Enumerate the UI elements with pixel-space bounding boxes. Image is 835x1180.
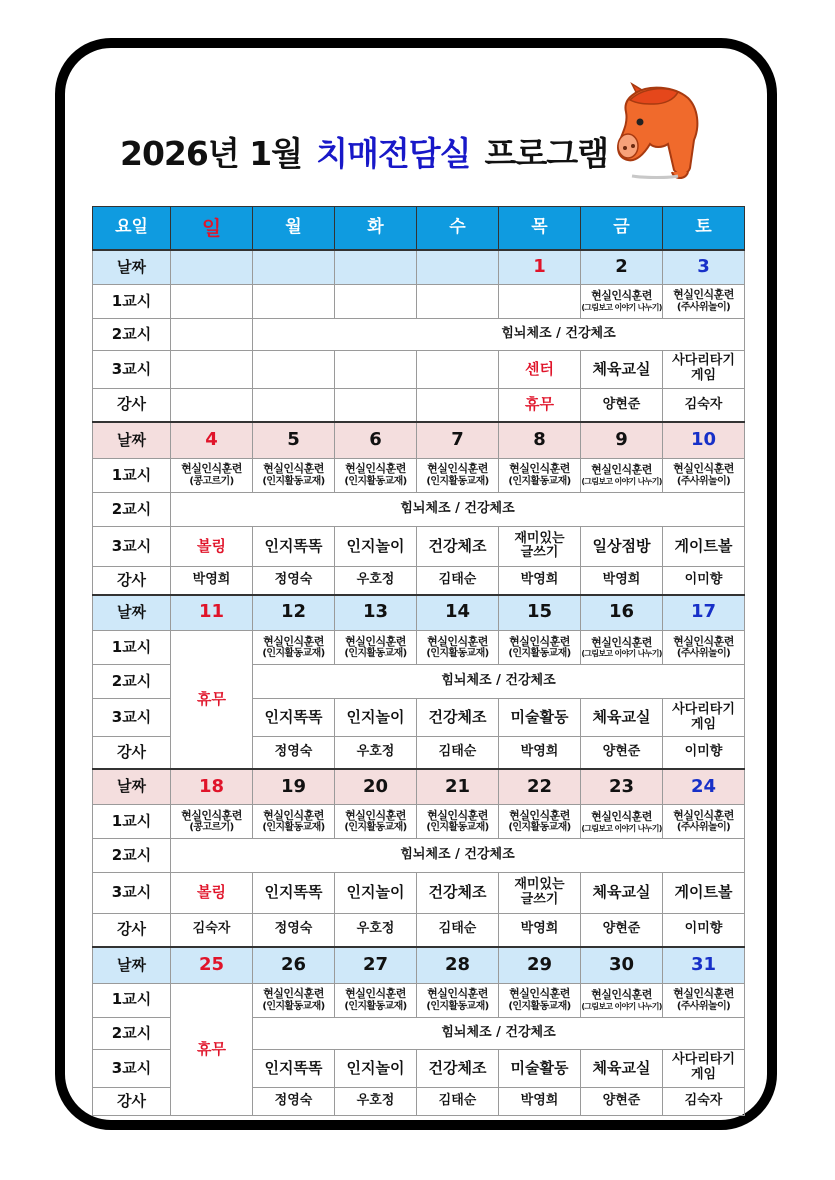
teacher-row bbox=[93, 388, 745, 422]
program-text: 재미있는 bbox=[514, 877, 565, 893]
row-label-p1: 1교시 bbox=[93, 631, 171, 665]
period1-row bbox=[93, 458, 745, 492]
date-cell: 20 bbox=[335, 769, 417, 805]
program-subtext: (주사위놀이) bbox=[676, 475, 731, 487]
program-cell bbox=[663, 350, 745, 388]
program-text: 현실인식훈련 bbox=[181, 808, 242, 822]
program-cell: 인지똑똑 bbox=[253, 699, 335, 737]
period1-row bbox=[93, 983, 745, 1017]
program-subtext: (인지활동교재) bbox=[344, 475, 407, 487]
program-cell bbox=[499, 458, 581, 492]
date-cell: 22 bbox=[499, 769, 581, 805]
teacher-row bbox=[93, 913, 745, 947]
date-cell: 14 bbox=[417, 595, 499, 631]
program-subtext: (그림보고 이야기 나누기) bbox=[581, 823, 662, 833]
program-cell: 건강체조 bbox=[417, 1049, 499, 1087]
program-subtext: (인지활동교재) bbox=[344, 822, 407, 834]
date-cell: 19 bbox=[253, 769, 335, 805]
program-cell: 인지똑똑 bbox=[253, 1049, 335, 1087]
period1-row bbox=[93, 631, 745, 665]
program-cell bbox=[335, 350, 417, 388]
row-label-p2: 2교시 bbox=[93, 1017, 171, 1049]
program-text: 사다리타기 bbox=[672, 353, 735, 369]
date-cell: 17 bbox=[663, 595, 745, 631]
teacher-cell: 정영숙 bbox=[253, 567, 335, 595]
horse-mascot-icon bbox=[604, 82, 708, 182]
program-text: 현실인식훈련 bbox=[509, 462, 570, 476]
period2-row bbox=[93, 318, 745, 350]
program-text: 현실인식훈련 bbox=[263, 634, 324, 648]
date-cell bbox=[335, 250, 417, 284]
exercise-cell: 힘뇌체조 / 건강체조 bbox=[253, 665, 745, 699]
row-label-teacher: 강사 bbox=[93, 1087, 171, 1115]
program-cell bbox=[171, 284, 253, 318]
program-subtext: (인지활동교재) bbox=[262, 475, 325, 487]
exercise-cell: 힘뇌체조 / 건강체조 bbox=[253, 1017, 745, 1049]
teacher-cell: 이미향 bbox=[663, 737, 745, 769]
date-cell: 6 bbox=[335, 422, 417, 458]
date-cell bbox=[253, 250, 335, 284]
program-cell bbox=[335, 631, 417, 665]
program-cell bbox=[581, 284, 663, 318]
teacher-cell: 이미향 bbox=[663, 567, 745, 595]
row-label-date: 날짜 bbox=[93, 769, 171, 805]
program-text: 현실인식훈련 bbox=[673, 634, 734, 648]
teacher-cell: 김숙자 bbox=[663, 388, 745, 422]
row-label-p2: 2교시 bbox=[93, 665, 171, 699]
program-cell bbox=[499, 526, 581, 566]
program-cell: 건강체조 bbox=[417, 699, 499, 737]
program-calendar-table bbox=[92, 206, 745, 1116]
date-cell: 24 bbox=[663, 769, 745, 805]
period1-row bbox=[93, 805, 745, 839]
period2-row bbox=[93, 492, 745, 526]
program-text: 글쓰기 bbox=[520, 891, 559, 907]
program-subtext: (인지활동교재) bbox=[344, 648, 407, 660]
program-subtext: (인지활동교재) bbox=[508, 822, 571, 834]
weekday-sun: 일 bbox=[171, 207, 253, 251]
program-cell bbox=[335, 805, 417, 839]
weekday-thu: 목 bbox=[499, 207, 581, 251]
program-text: 현실인식훈련 bbox=[591, 289, 652, 303]
program-text: 현실인식훈련 bbox=[591, 635, 652, 649]
weekday-wed: 수 bbox=[417, 207, 499, 251]
program-cell: 건강체조 bbox=[417, 526, 499, 566]
program-text: 현실인식훈련 bbox=[427, 987, 488, 1001]
program-text: 현실인식훈련 bbox=[181, 462, 242, 476]
program-text: 게임 bbox=[690, 1067, 717, 1083]
teacher-cell: 양현준 bbox=[581, 913, 663, 947]
teacher-cell: 김태순 bbox=[417, 1087, 499, 1115]
program-cell: 인지놀이 bbox=[335, 699, 417, 737]
date-cell: 21 bbox=[417, 769, 499, 805]
date-cell: 29 bbox=[499, 947, 581, 983]
exercise-cell: 힘뇌체조 / 건강체조 bbox=[171, 839, 745, 873]
program-text: 현실인식훈련 bbox=[673, 987, 734, 1001]
program-cell bbox=[499, 983, 581, 1017]
program-text: 현실인식훈련 bbox=[673, 288, 734, 302]
date-cell bbox=[417, 250, 499, 284]
teacher-cell: 우호정 bbox=[335, 567, 417, 595]
program-subtext: (인지활동교재) bbox=[262, 648, 325, 660]
date-cell: 2 bbox=[581, 250, 663, 284]
date-cell: 23 bbox=[581, 769, 663, 805]
program-cell: 인지놀이 bbox=[335, 873, 417, 913]
program-text: 글쓰기 bbox=[520, 545, 559, 561]
date-cell: 4 bbox=[171, 422, 253, 458]
date-row bbox=[93, 422, 745, 458]
program-cell: 인지놀이 bbox=[335, 1049, 417, 1087]
program-cell: 볼링 bbox=[171, 526, 253, 566]
program-cell bbox=[663, 1049, 745, 1087]
period3-row bbox=[93, 873, 745, 913]
teacher-cell: 김태순 bbox=[417, 567, 499, 595]
date-cell: 26 bbox=[253, 947, 335, 983]
program-subtext: (인지활동교재) bbox=[508, 1000, 571, 1012]
program-cell bbox=[499, 284, 581, 318]
date-cell: 11 bbox=[171, 595, 253, 631]
teacher-cell: 김숙자 bbox=[171, 913, 253, 947]
date-cell: 31 bbox=[663, 947, 745, 983]
program-cell bbox=[581, 458, 663, 492]
row-label-teacher: 강사 bbox=[93, 388, 171, 422]
teacher-cell: 박영희 bbox=[499, 1087, 581, 1115]
weekday-label: 요일 bbox=[93, 207, 171, 251]
program-cell bbox=[581, 631, 663, 665]
program-cell bbox=[417, 631, 499, 665]
title-highlight: 치매전담실 bbox=[316, 133, 471, 173]
program-cell bbox=[171, 350, 253, 388]
program-cell: 게이트볼 bbox=[663, 873, 745, 913]
date-cell: 12 bbox=[253, 595, 335, 631]
weekday-sat: 토 bbox=[663, 207, 745, 251]
program-cell: 일상점방 bbox=[581, 526, 663, 566]
page-title bbox=[120, 126, 608, 176]
program-text: 현실인식훈련 bbox=[263, 808, 324, 822]
program-text: 현실인식훈련 bbox=[345, 634, 406, 648]
program-cell: 체육교실 bbox=[581, 699, 663, 737]
exercise-cell: 힘뇌체조 / 건강체조 bbox=[171, 492, 745, 526]
program-subtext: (인지활동교재) bbox=[508, 648, 571, 660]
weekday-header-row bbox=[93, 207, 745, 251]
program-text: 현실인식훈련 bbox=[345, 808, 406, 822]
teacher-cell: 양현준 bbox=[581, 1087, 663, 1115]
date-cell: 25 bbox=[171, 947, 253, 983]
teacher-cell: 휴무 bbox=[499, 388, 581, 422]
program-subtext: (그림보고 이야기 나누기) bbox=[581, 649, 662, 659]
closed-cell: 휴무 bbox=[171, 631, 253, 769]
teacher-cell: 박영희 bbox=[499, 913, 581, 947]
teacher-cell: 양현준 bbox=[581, 737, 663, 769]
date-cell: 5 bbox=[253, 422, 335, 458]
program-text: 게임 bbox=[690, 368, 717, 384]
teacher-cell: 박영희 bbox=[171, 567, 253, 595]
period3-row bbox=[93, 350, 745, 388]
teacher-cell: 이미향 bbox=[663, 913, 745, 947]
weekday-fri: 금 bbox=[581, 207, 663, 251]
row-label-p3: 3교시 bbox=[93, 526, 171, 566]
row-label-date: 날짜 bbox=[93, 595, 171, 631]
program-text: 현실인식훈련 bbox=[345, 462, 406, 476]
program-cell bbox=[335, 458, 417, 492]
row-label-date: 날짜 bbox=[93, 250, 171, 284]
title-program: 프로그램 bbox=[484, 133, 608, 173]
exercise-cell: 힘뇌체조 / 건강체조 bbox=[253, 318, 745, 350]
teacher-cell bbox=[335, 388, 417, 422]
teacher-cell: 박영희 bbox=[581, 567, 663, 595]
program-text: 사다리타기 bbox=[672, 1052, 735, 1068]
program-cell bbox=[171, 318, 253, 350]
program-subtext: (주사위놀이) bbox=[676, 1000, 731, 1012]
period3-row bbox=[93, 526, 745, 566]
date-cell: 3 bbox=[663, 250, 745, 284]
program-text: 현실인식훈련 bbox=[427, 462, 488, 476]
row-label-teacher: 강사 bbox=[93, 567, 171, 595]
program-text: 현실인식훈련 bbox=[427, 634, 488, 648]
teacher-cell: 우호정 bbox=[335, 1087, 417, 1115]
date-row bbox=[93, 947, 745, 983]
date-row bbox=[93, 250, 745, 284]
teacher-cell: 김태순 bbox=[417, 913, 499, 947]
program-cell bbox=[663, 699, 745, 737]
teacher-cell: 우호정 bbox=[335, 737, 417, 769]
date-cell: 28 bbox=[417, 947, 499, 983]
program-cell bbox=[335, 983, 417, 1017]
program-subtext: (인지활동교재) bbox=[426, 475, 489, 487]
program-cell bbox=[663, 631, 745, 665]
teacher-cell: 정영숙 bbox=[253, 737, 335, 769]
row-label-p1: 1교시 bbox=[93, 983, 171, 1017]
teacher-cell: 정영숙 bbox=[253, 1087, 335, 1115]
program-cell: 인지똑똑 bbox=[253, 873, 335, 913]
program-text: 재미있는 bbox=[514, 530, 565, 546]
date-cell: 1 bbox=[499, 250, 581, 284]
date-cell: 7 bbox=[417, 422, 499, 458]
program-cell bbox=[253, 631, 335, 665]
program-subtext: (인지활동교재) bbox=[426, 1000, 489, 1012]
program-cell: 체육교실 bbox=[581, 350, 663, 388]
teacher-cell: 정영숙 bbox=[253, 913, 335, 947]
program-cell bbox=[253, 350, 335, 388]
program-cell: 인지똑똑 bbox=[253, 526, 335, 566]
program-cell: 체육교실 bbox=[581, 873, 663, 913]
period1-row bbox=[93, 284, 745, 318]
row-label-p3: 3교시 bbox=[93, 699, 171, 737]
program-text: 현실인식훈련 bbox=[673, 462, 734, 476]
program-cell: 인지놀이 bbox=[335, 526, 417, 566]
row-label-p1: 1교시 bbox=[93, 805, 171, 839]
program-subtext: (그림보고 이야기 나누기) bbox=[581, 477, 662, 487]
date-cell: 8 bbox=[499, 422, 581, 458]
weekday-tue: 화 bbox=[335, 207, 417, 251]
row-label-teacher: 강사 bbox=[93, 737, 171, 769]
teacher-cell: 박영희 bbox=[499, 737, 581, 769]
row-label-p2: 2교시 bbox=[93, 492, 171, 526]
program-subtext: (콩고르기) bbox=[189, 475, 234, 487]
program-cell bbox=[663, 458, 745, 492]
program-cell bbox=[417, 805, 499, 839]
date-cell: 18 bbox=[171, 769, 253, 805]
teacher-cell: 김숙자 bbox=[663, 1087, 745, 1115]
program-subtext: (그림보고 이야기 나누기) bbox=[581, 302, 662, 312]
date-cell: 13 bbox=[335, 595, 417, 631]
program-cell bbox=[663, 284, 745, 318]
program-text: 현실인식훈련 bbox=[345, 987, 406, 1001]
date-cell: 27 bbox=[335, 947, 417, 983]
row-label-p3: 3교시 bbox=[93, 873, 171, 913]
program-cell bbox=[417, 284, 499, 318]
program-subtext: (주사위놀이) bbox=[676, 822, 731, 834]
date-cell: 16 bbox=[581, 595, 663, 631]
program-text: 현실인식훈련 bbox=[591, 809, 652, 823]
date-cell: 9 bbox=[581, 422, 663, 458]
program-cell bbox=[499, 631, 581, 665]
program-cell: 체육교실 bbox=[581, 1049, 663, 1087]
date-cell: 10 bbox=[663, 422, 745, 458]
program-text: 사다리타기 bbox=[672, 701, 735, 717]
program-text: 현실인식훈련 bbox=[427, 808, 488, 822]
date-row bbox=[93, 769, 745, 805]
program-cell bbox=[417, 458, 499, 492]
teacher-cell bbox=[171, 388, 253, 422]
program-cell: 건강체조 bbox=[417, 873, 499, 913]
program-cell: 미술활동 bbox=[499, 1049, 581, 1087]
program-cell bbox=[253, 458, 335, 492]
teacher-cell: 우호정 bbox=[335, 913, 417, 947]
row-label-p1: 1교시 bbox=[93, 458, 171, 492]
program-text: 현실인식훈련 bbox=[591, 463, 652, 477]
program-text: 현실인식훈련 bbox=[673, 808, 734, 822]
row-label-teacher: 강사 bbox=[93, 913, 171, 947]
program-cell bbox=[253, 805, 335, 839]
row-label-p2: 2교시 bbox=[93, 839, 171, 873]
teacher-row bbox=[93, 567, 745, 595]
program-subtext: (그림보고 이야기 나누기) bbox=[581, 1001, 662, 1011]
teacher-cell bbox=[253, 388, 335, 422]
program-subtext: (인지활동교재) bbox=[426, 648, 489, 660]
program-cell bbox=[499, 805, 581, 839]
program-subtext: (인지활동교재) bbox=[508, 475, 571, 487]
program-cell bbox=[171, 458, 253, 492]
program-cell bbox=[581, 983, 663, 1017]
program-text: 현실인식훈련 bbox=[509, 808, 570, 822]
date-cell bbox=[171, 250, 253, 284]
program-text: 현실인식훈련 bbox=[509, 634, 570, 648]
program-text: 현실인식훈련 bbox=[509, 987, 570, 1001]
title-date: 2026년 1월 bbox=[120, 133, 303, 173]
program-text: 현실인식훈련 bbox=[263, 987, 324, 1001]
program-cell: 볼링 bbox=[171, 873, 253, 913]
program-subtext: (인지활동교재) bbox=[426, 822, 489, 834]
program-subtext: (인지활동교재) bbox=[344, 1000, 407, 1012]
program-subtext: (인지활동교재) bbox=[262, 822, 325, 834]
date-cell: 15 bbox=[499, 595, 581, 631]
date-row bbox=[93, 595, 745, 631]
row-label-date: 날짜 bbox=[93, 947, 171, 983]
program-cell bbox=[253, 983, 335, 1017]
program-cell: 센터 bbox=[499, 350, 581, 388]
program-cell bbox=[253, 284, 335, 318]
program-text: 현실인식훈련 bbox=[263, 462, 324, 476]
program-cell bbox=[663, 983, 745, 1017]
program-cell bbox=[663, 805, 745, 839]
program-text: 게임 bbox=[690, 716, 717, 732]
program-subtext: (주사위놀이) bbox=[676, 301, 731, 313]
row-label-p3: 3교시 bbox=[93, 1049, 171, 1087]
program-cell bbox=[335, 284, 417, 318]
program-cell: 게이트볼 bbox=[663, 526, 745, 566]
program-cell bbox=[499, 873, 581, 913]
program-cell bbox=[171, 805, 253, 839]
weekday-mon: 월 bbox=[253, 207, 335, 251]
teacher-cell: 박영희 bbox=[499, 567, 581, 595]
program-text: 현실인식훈련 bbox=[591, 988, 652, 1002]
program-subtext: (콩고르기) bbox=[189, 822, 234, 834]
teacher-cell: 양현준 bbox=[581, 388, 663, 422]
row-label-p2: 2교시 bbox=[93, 318, 171, 350]
row-label-p1: 1교시 bbox=[93, 284, 171, 318]
program-subtext: (인지활동교재) bbox=[262, 1000, 325, 1012]
row-label-date: 날짜 bbox=[93, 422, 171, 458]
date-cell: 30 bbox=[581, 947, 663, 983]
program-subtext: (주사위놀이) bbox=[676, 648, 731, 660]
program-cell bbox=[417, 983, 499, 1017]
teacher-cell bbox=[417, 388, 499, 422]
closed-cell: 휴무 bbox=[171, 983, 253, 1115]
row-label-p3: 3교시 bbox=[93, 350, 171, 388]
program-cell: 미술활동 bbox=[499, 699, 581, 737]
period2-row bbox=[93, 839, 745, 873]
program-cell bbox=[417, 350, 499, 388]
teacher-cell: 김태순 bbox=[417, 737, 499, 769]
program-cell bbox=[581, 805, 663, 839]
